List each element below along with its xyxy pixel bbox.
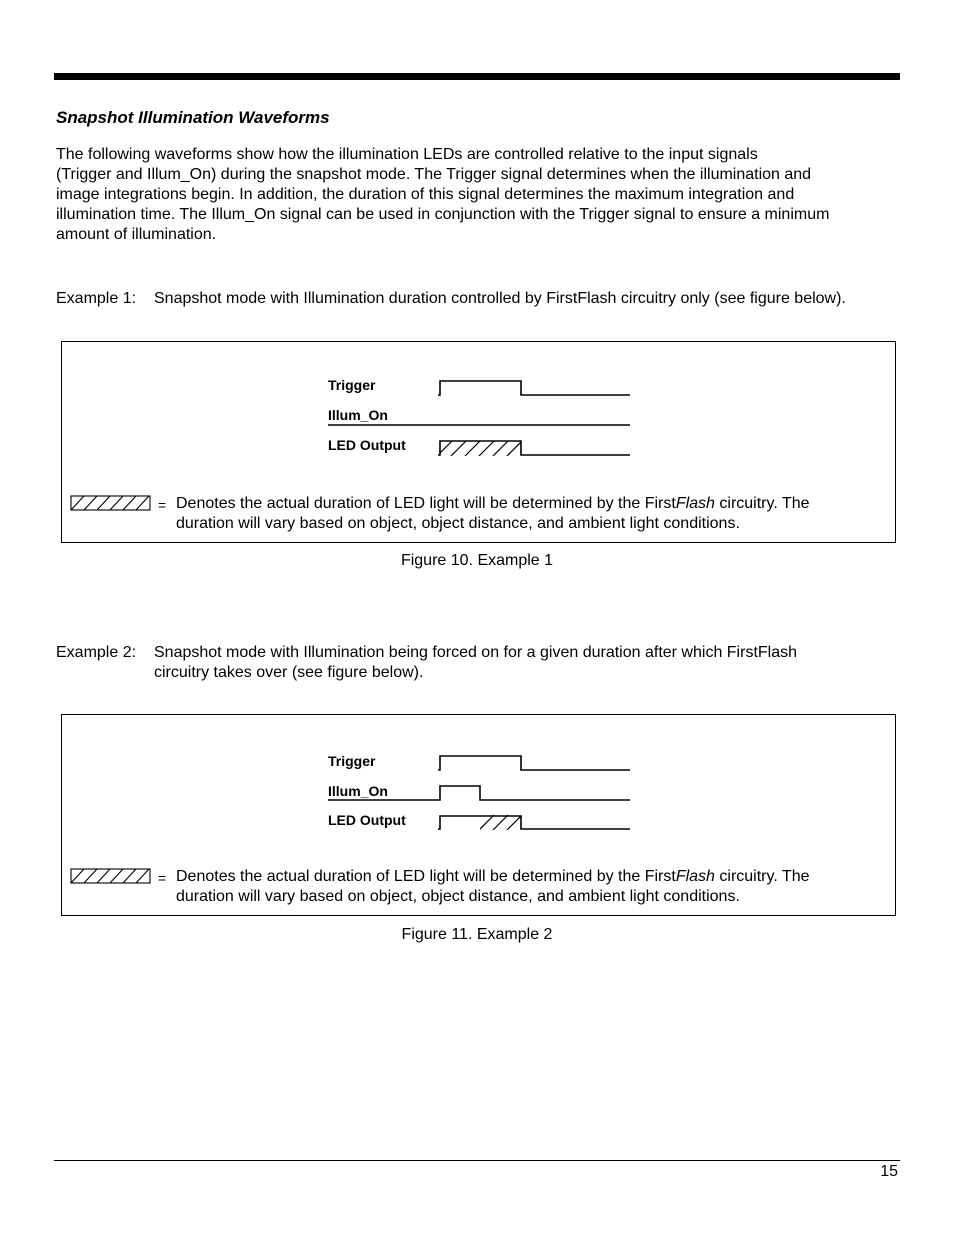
- led-output-waveform: [438, 816, 630, 829]
- intro-line: amount of illumination.: [56, 226, 217, 243]
- legend-text: [176, 494, 810, 534]
- legend-equals: =: [158, 497, 167, 513]
- illum-on-label: Illum_On: [328, 407, 388, 423]
- legend-line-1: [176, 494, 810, 514]
- hatch-swatch-icon: [70, 867, 152, 885]
- trigger-label: Trigger: [328, 753, 376, 769]
- led-hatch: [479, 815, 522, 830]
- example-1-line: Snapshot mode with Illumination duration controlled by FirstFlash circuitry only (see figure below).: [154, 290, 846, 307]
- figure-11-caption: Figure 11. Example 2: [401, 926, 553, 943]
- legend-line-1-start: Denotes the actual duration of LED light will be determined by the First: [176, 868, 676, 885]
- intro-line: (Trigger and Illum_On) during the snapshot mode. The Trigger signal determines when the illumination and: [56, 166, 812, 183]
- intro-paragraph: [56, 145, 906, 245]
- trigger-label: Trigger: [328, 377, 376, 393]
- figure-10-caption: Figure 10. Example 1: [400, 552, 554, 569]
- legend-line-1-start: Denotes the actual duration of LED light will be determined by the First: [176, 495, 676, 512]
- page-number: 15: [880, 1163, 898, 1180]
- illum-on-label: Illum_On: [328, 783, 388, 799]
- example-2-line: Snapshot mode with Illumination being forced on for a given duration after which FirstFlash: [154, 644, 798, 661]
- legend-line-1-end: circuitry. The: [714, 868, 810, 885]
- hatch-swatch-icon: [70, 494, 152, 512]
- example-1-text: [154, 289, 914, 309]
- legend-text: [176, 867, 810, 907]
- legend-line-1: [176, 867, 810, 887]
- example-2-text: [154, 643, 914, 683]
- example-2-line: circuitry takes over (see figure below).: [154, 664, 424, 681]
- intro-line: image integrations begin. In addition, the duration of this signal determines the maximum integration and: [56, 186, 795, 203]
- legend-flash-italic: Flash: [675, 495, 715, 512]
- intro-line: illumination time. The Illum_On signal can be used in conjunction with the Trigger signal to ensure a minimum: [56, 206, 830, 223]
- intro-line: The following waveforms show how the illumination LEDs are controlled relative to the input signals: [56, 146, 758, 163]
- example-1-label: Example 1:: [56, 290, 137, 307]
- legend-line-1-end: circuitry. The: [714, 495, 810, 512]
- trigger-waveform: [438, 381, 630, 395]
- led-hatch: [437, 441, 522, 456]
- top-rule: [54, 73, 900, 80]
- bottom-rule: [54, 1160, 900, 1161]
- figure-10-box: [61, 341, 896, 543]
- legend-line-2: duration will vary based on object, object distance, and ambient light conditions.: [176, 515, 740, 532]
- example-2-label: Example 2:: [56, 644, 137, 661]
- legend-line-2: duration will vary based on object, object distance, and ambient light conditions.: [176, 888, 740, 905]
- legend-flash-italic: Flash: [675, 868, 715, 885]
- led-output-label: LED Output: [328, 437, 406, 453]
- led-output-label: LED Output: [328, 812, 406, 828]
- led-output-waveform: [438, 441, 630, 455]
- section-heading: Snapshot Illumination Waveforms: [56, 108, 330, 127]
- legend-equals: =: [158, 870, 167, 886]
- figure-11-box: [61, 714, 896, 916]
- trigger-waveform: [438, 756, 630, 770]
